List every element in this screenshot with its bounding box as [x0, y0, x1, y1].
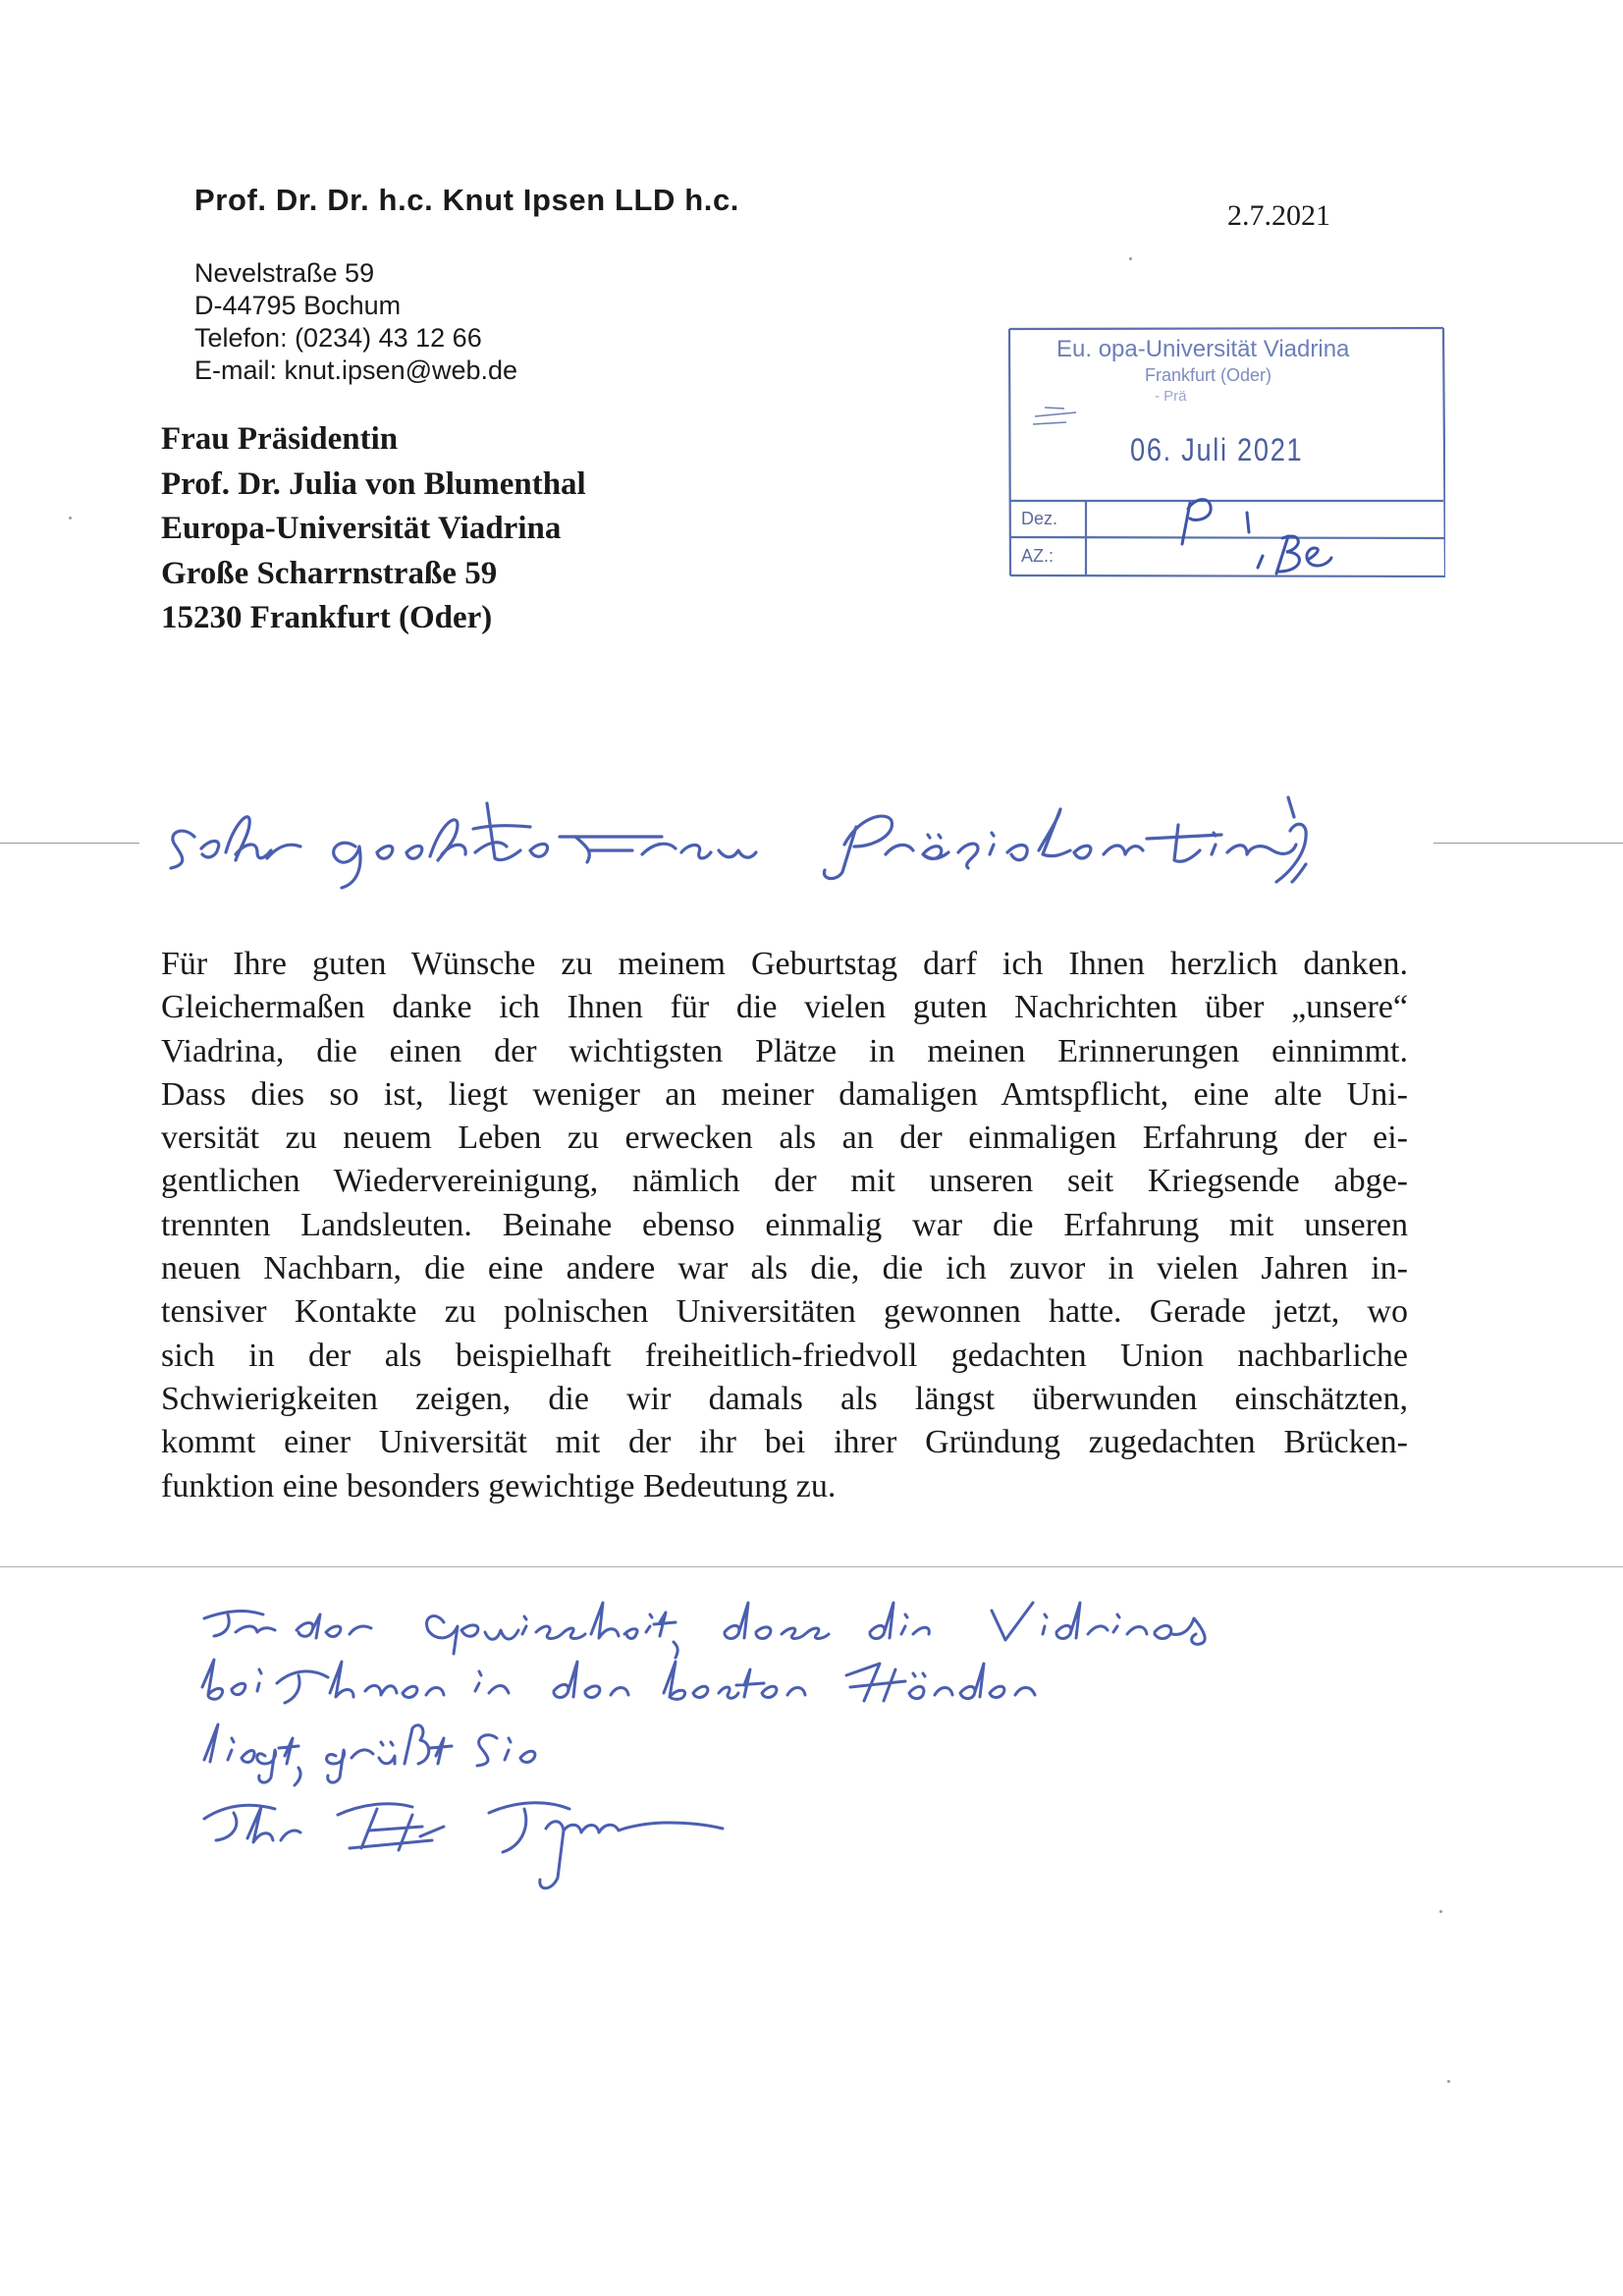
stamp-organization: Eu. opa-Universität Viadrina: [1056, 336, 1350, 362]
body-line: trennten Landsleuten. Beinahe ebenso einmalig war die Erfahrung mit unseren: [161, 1206, 1408, 1243]
letter-date: 2.7.2021: [1227, 199, 1330, 232]
stamp-dez-label: Dez.: [1021, 509, 1058, 528]
body-line: sich in der als beispielhaft freiheitlich-friedvoll gedachten Union nachbarliche: [161, 1337, 1408, 1374]
sender-street: Nevelstraße 59: [194, 258, 375, 288]
body-line: Gleichermaßen danke ich Ihnen für die vielen guten Nachrichten über „unsere“: [161, 989, 1408, 1026]
stamp-city: Frankfurt (Oder): [1145, 365, 1272, 385]
stamp-office: - Prä: [1155, 388, 1187, 405]
recipient-line: Frau Präsidentin: [161, 421, 399, 457]
sender-phone: Telefon: (0234) 43 12 66: [194, 323, 482, 353]
body-line: tensiver Kontakte zu polnischen Universitäten gewonnen hatte. Gerade jetzt, wo: [161, 1293, 1408, 1331]
recipient-line: 15230 Frankfurt (Oder): [161, 600, 493, 635]
body-line: versität zu neuem Leben zu erwecken als an der einmaligen Erfahrung der ei-: [161, 1120, 1408, 1157]
stamp-received-date: 06. Juli 2021: [1130, 432, 1304, 467]
sender-email: E-mail: knut.ipsen@web.de: [194, 355, 518, 385]
stamp-az-label: AZ.:: [1021, 546, 1055, 566]
body-line: Für Ihre guten Wünsche zu meinem Geburtstag darf ich Ihnen herzlich danken.: [161, 946, 1408, 982]
body-line: gentlichen Wiedervereinigung, nämlich der mit unseren seit Kriegsende abge-: [161, 1163, 1408, 1200]
recipient-line: Große Scharrnstraße 59: [161, 555, 498, 591]
recipient-line: Prof. Dr. Julia von Blumenthal: [161, 465, 586, 502]
body-line: kommt einer Universität mit der ihr bei ihrer Gründung zugedachten Brücken-: [161, 1424, 1408, 1461]
recipient-line: Europa-Universität Viadrina: [161, 511, 562, 546]
sender-city: D-44795 Bochum: [194, 291, 402, 320]
body-line: Dass dies so ist, liegt weniger an meiner damaligen Amtspflicht, eine alte Uni-: [161, 1075, 1408, 1113]
body-line: funktion eine besonders gewichtige Bedeutung zu.: [161, 1467, 837, 1504]
body-line: Viadrina, die einen der wichtigsten Plätze in meinen Erinnerungen einnimmt.: [161, 1032, 1408, 1069]
body-line: Schwierigkeiten zeigen, die wir damals als längst überwunden einschätzten,: [161, 1380, 1408, 1417]
sender-name: Prof. Dr. Dr. h.c. Knut Ipsen LLD h.c.: [194, 183, 740, 217]
body-line: neuen Nachbarn, die eine andere war als die, die ich zuvor in vielen Jahren in-: [161, 1250, 1408, 1287]
